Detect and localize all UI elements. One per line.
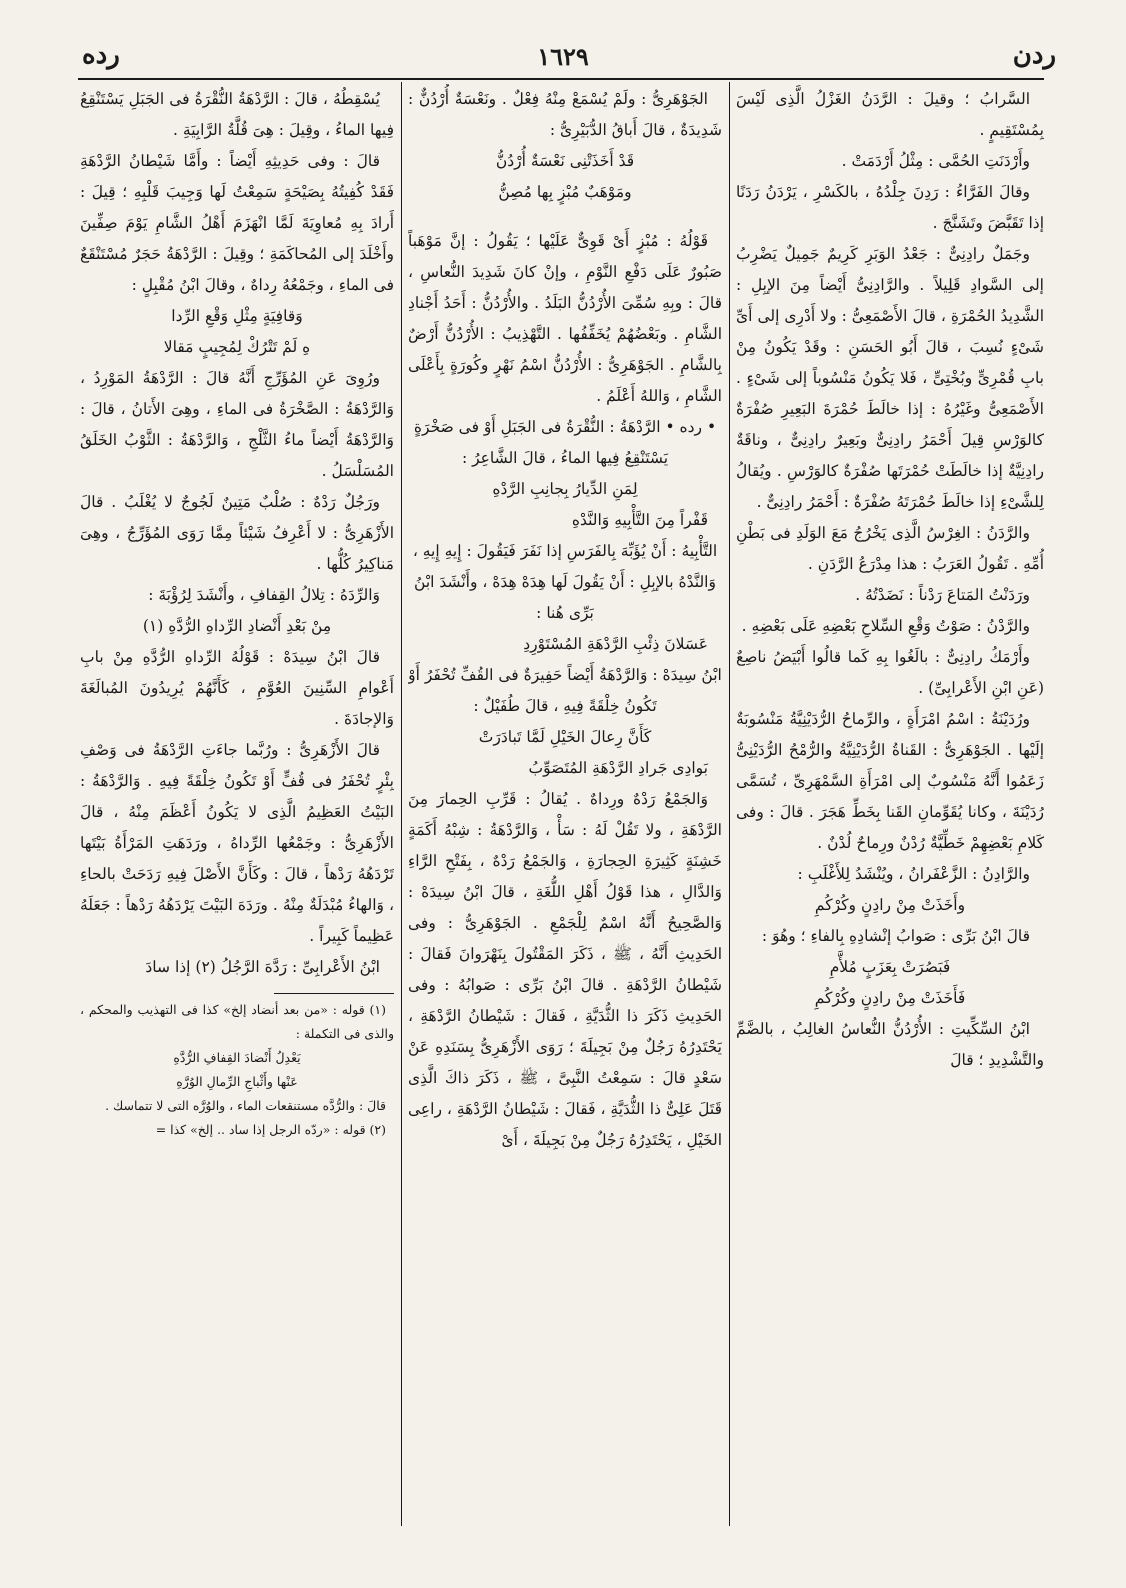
paragraph: قَوْلُهُ : مُبْزٍ أَىْ قَوِىٌّ عَلَيْها ؛ يَقُولُ : إنَّ مَوْهَباً صَبُورٌ عَلَى دَفْعِ النَّوْمِ ، وإنْ كانَ شَدِيدَ النُّعاسِ ، قالَ : وبِهِ سُمِّىَ الأُرْدُنُّ البَلَدُ . والأُرْدُنُّ : أَحَدُ أَجْنادِ الشَّامِ . وبَعْضُهُمْ يُخَفِّفُها . التَّهْذِيبُ : الأُرْدُنُّ أَرْضٌ بِالشَّامِ . الجَوْهَرِىُّ : الأُرْدُنُّ اسْمُ نَهْرٍ وكُورَةٍ بِأَعْلَى الشَّامِ ، وَاللهُ أَعْلَمُ .	[408, 232, 722, 405]
paragraph: وَالرِّدَهُ : تِلالُ القِفافِ ، وأَنْشَدَ لِرُؤْبَةَ :	[148, 586, 380, 604]
paragraph: ابْنُ السِّكِّيتِ : الأُرْدُنُّ النُّعاسُ الغالِبُ ، بالضَّمِّ والتَّشْدِيدِ ؛ قالَ	[736, 1020, 1044, 1069]
paragraph: ورَدَنْتُ المَتاعَ رَدْناً : نَضَدْتُهُ .	[855, 586, 1030, 604]
paragraph: ورُوِىَ عَنِ المُؤَرِّجِ أَنَّهُ قالَ : الرَّدْهَةُ المَوْرِدُ ، وَالرَّدْهَةُ : الصَّخْرَةُ فى الماءِ ، وهِىَ الأَتانُ ، قالَ : وَالرَّدْهَةُ أَيْضاً ماءُ الثَّلْجِ ، وَالرَّدْهَةُ : الثَّوْبُ الخَلَقُ المُسَلْسَلُ .	[80, 369, 394, 480]
paragraph: قالَ الأَزْهَرِىُّ : ورُبَّما جاءَتِ الرَّدْهَةُ فى وَصْفِ بِئْرٍ تُحْفَرُ فى قُفٍّ أَوْ تَكُونُ خِلْقَةً فِيهِ . وَالرَّدْهَةُ : البَيْتُ العَظِيمُ الَّذِى لا يَكُونُ أَعْظَمَ مِنْهُ ، قالَ الأَزْهَرِىُّ : وجَمْعُها الرِّداهُ ، ورَدَهَتِ المَرْأَةُ بَيْتَها تَرْدَهُهُ رَدْهاً ، قالَ : وكَأَنَّ الأَصْلَ فِيهِ رَدَحَتْ بالحاءِ ، وَالهاءُ مُبْدَلَةٌ مِنْهُ . ورَدَهَ البَيْتَ يَرْدَهُهُ رَدْهاً : جَعَلَهُ عَظِيماً كَبِيراً .	[80, 741, 394, 945]
footnote: (٢) قوله : «ردّه الرجل إذا ساد .. إلخ» كذا =	[155, 1122, 386, 1137]
footnote: يَعْدِلُ أَنْضادَ القِفافِ الرُّدَّهِ	[173, 1050, 301, 1065]
column-divider	[729, 82, 730, 1526]
column-left	[80, 84, 394, 1524]
paragraph: والرَّدْنُ : صَوْتُ وَقْعِ السِّلاحِ بَعْضِهِ عَلَى بَعْضِهِ .	[741, 617, 1030, 635]
column-right	[736, 84, 1044, 1524]
paragraph: وقالَ الفَرَّاءُ : رَدِنَ جِلْدُهُ ، بالكَسْرِ ، يَرْدَنُ رَدَنًا إذا تَقَبَّضَ وتَشَنَّجَ .	[736, 183, 1044, 232]
paragraph: والرَّادِنُ : الزَّعْفَرانُ ، ويُنْشَدُ لِلأَغْلَبِ :	[797, 865, 1030, 883]
column-middle	[408, 84, 722, 1524]
footnote: عَنْها وأَثْباجِ الرِّمالِ الوُرَّهِ	[176, 1074, 298, 1089]
verse-line: التَّأْبِيهُ : أَنْ يُؤَبِّهَ بِالفَرَسِ إذا نَفَرَ فَيَقُولَ : إِيهِ إِيهِ ، وَالنَّدْهُ بالإبِلِ : أَنْ يَقُولَ لَها هِدَهْ هِدَهْ ، وأَنْشَدَ ابْنُ بَرِّى هُنا :	[412, 542, 718, 622]
verse-line: مِنْ بَعْدِ أَنْضادِ الرِّداهِ الرُّدَّهِ (١)	[142, 617, 332, 635]
paragraph: قالَ ابْنُ سِيدَهْ : قَوْلُهُ الرِّداهِ الرُّدَّهِ مِنْ بابِ أَعْوامِ السِّنِينَ العُوَّمِ ، كَأَنَّهُمْ يُرِيدُونَ المُبالَغَةَ وَالإجادَةَ .	[80, 648, 394, 728]
paragraph: الجَوْهَرِىُّ : ولَمْ يُسْمَعْ مِنْهُ فِعْلٌ . ونَعْسَةٌ أُرْدُنٌّ : شَدِيدَةٌ ، قالَ أَباقُ الدُّبَيْرِىُّ :	[408, 90, 722, 139]
verse-line: كَأَنَّ رِعالَ الخَيْلِ لَمَّا تَبادَرَتْ	[478, 728, 652, 746]
footnote-rule	[274, 993, 394, 994]
paragraph: السَّرابُ ؛ وقيلَ : الرَّدَنُ الغَزْلُ الَّذِى لَيْسَ بِمُسْتَقِيمٍ .	[736, 90, 1044, 139]
verse-line: وَقافِيَةٍ مِثْلِ وَقْعِ الرِّدا	[171, 307, 303, 325]
verse-line: فَأَخَذَتْ مِنْ رادِنٍ وكُرْكُمِ	[814, 989, 966, 1007]
paragraph: قَفْراً مِنَ التَّأْبِيهِ وَالنَّدْهِ	[571, 511, 708, 529]
paragraph: والرَّدَنُ : الغِرْسُ الَّذِى يَخْرُجُ مَعَ الوَلَدِ فى بَطْنِ أُمِّهِ . تَقُولُ العَرَبُ : هذا مِدْرَعُ الرَّدَنِ .	[736, 524, 1044, 573]
header-right-word: ردن	[1012, 40, 1056, 70]
paragraph: ابْنُ الأَعْرابِىِّ : رَدَّهَ الرَّجُلُ (٢) إذا سادَ	[145, 958, 380, 976]
header-rule	[78, 78, 1044, 80]
paragraph: وأَرْدَنَتِ الحُمَّى : مِثْلُ أَرْدَمَتْ .	[841, 152, 1030, 170]
paragraph: وَالجَمْعُ رَدْهٌ ورِداهٌ . يُقالُ : قَرِّبِ الحِمارَ مِنَ الرَّدْهَةِ ، ولا تَقُلْ لَهُ : سَأْ ، وَالرَّدْهَةُ : شِبْهُ أَكَمَةٍ خَشِنَةٍ كَثِيرَةِ الحِجارَةِ ، وَالجَمْعُ رَدْهٌ ، بِفَتْحِ الرَّاءِ وَالدَّالِ ، هذا قَوْلُ أَهْلِ اللُّغَةِ ، قالَ ابْنُ سِيدَهْ : وَالصَّحِيحُ أَنَّهُ اسْمٌ لِلْجَمْعِ . الجَوْهَرِىُّ : وفى الحَدِيثِ أَنَّهُ ، ﷺ ، ذَكَرَ المَقْتُولَ بِنَهْرَوانَ فَقالَ : شَيْطانُ الرَّدْهَةِ . قالَ ابْنُ بَرِّى : صَوابُهُ : وفى الحَدِيثِ ذَكَرَ ذا الثُّدَيَّةِ ، فَقالَ : شَيْطانُ الرَّدْهَةِ ، يَحْتَدِرُهُ رَجُلٌ مِنْ بَجِيلَةَ ؛ رَوَى الأَزْهَرِىُّ بِسَنَدِهِ عَنْ سَعْدٍ قالَ : سَمِعْتُ النَّبِىَّ ، ﷺ ، ذَكَرَ ذاكَ الَّذِى قَتَلَ عَلِىٌّ ذا الثُّدَيَّةِ ، فَقالَ : شَيْطانُ الرَّدْهَةِ ، راعِى الخَيْلِ ، يَحْتَدِرُهُ رَجُلٌ مِنْ بَجِيلَةَ ، أَىْ	[408, 790, 722, 1149]
header-left-word: رده	[82, 40, 120, 70]
paragraph: عَسَلانَ ذِئْبِ الرَّدْهَةِ المُسْتَوْرِدِ	[523, 635, 708, 653]
paragraph: ورُدَيْنَةُ : اسْمُ امْرَأَةٍ ، والرِّماحُ الرُّدَيْنِيَّةُ مَنْسُوبَةٌ إلَيْها . الجَوْهَرِىُّ : القَناةُ الرُّدَيْنِيَّةُ والرُّمْحُ الرُّدَيْنِىُّ زَعَمُوا أَنَّهُ مَنْسُوبٌ إلى امْرَأَةِ السَّمْهَرِىِّ ، تُسَمَّى رُدَيْنَةَ ، وكانا يُقَوِّمانِ القَنا بِخَطِّ هَجَرَ . قالَ : وفى كَلامِ بَعْضِهِمْ خَطِّيَّةٌ رُدْنٌ ورِماحٌ لُدْنٌ .	[736, 710, 1044, 852]
verse-line: وأَخَذَتْ مِنْ رادِنٍ وكُرْكُمِ	[814, 896, 966, 914]
paragraph: قالَ ابْنُ بَرِّى : صَوابُ إنْشادِهِ بِالفاءِ ؛ وهُوَ :	[761, 927, 1030, 945]
verse-line: ومَوْهَبٌ مُبْزٍ بِها مُصِنُّ	[498, 183, 632, 201]
verse-line: • رده • الرَّدْهَةُ : النُّقْرَةُ فى الجَبَلِ أَوْ فى صَخْرَةٍ يَسْتَنْقِعُ فِيها الماءُ ، قالَ الشَّاعِرُ :	[413, 418, 717, 467]
verse-line: لِمَنِ الدِّيارُ بِجانِبِ الرَّدْهِ	[492, 480, 638, 498]
paragraph: بَوادِى جَرادِ الرَّدْهَةِ المُتَصَوِّبُ	[528, 759, 708, 777]
paragraph: وأَرْمَكُ رادِنِىٌّ : بالَغُوا بِهِ كَما قالُوا أَبْيَضُ ناصِعٌ (عَنِ ابْنِ الأَعْرابِىِّ) .	[736, 648, 1044, 697]
paragraph: قالَ : وفى حَدِيثِهِ أَيْضاً : وأَمَّا شَيْطانُ الرَّدْهَةِ فَقَدْ كُفِيتُهُ بِصَيْحَةٍ سَمِعْتُ لَها وَجِيبَ قَلْبِهِ ؛ قِيلَ : أَرادَ بِهِ مُعاوِيَةَ لَمَّا انْهَزَمَ أَهْلُ الشَّامِ يَوْمَ صِفِّينَ وأَخْلَدَ إلى المُحاكَمَةِ ؛ وقِيلَ : الرَّدْهَةُ حَجَرٌ مُسْتَنْقَعٌ فى الماءِ ، وجَمْعُهُ رِداهٌ ، وقالَ ابْنُ مُقْبِلٍ :	[80, 152, 394, 294]
verse-line: ابْنُ سِيدَهْ : وَالرَّدْهَةُ أَيْضاً حَفِيرَةٌ فى القُفِّ تُحْفَرُ أَوْ تَكُونُ خِلْقَةً فِيهِ ، قالَ طُفَيْلٌ :	[408, 666, 722, 715]
paragraph: وجَمَلٌ رادِنِىٌّ : جَعْدُ الوَبَرِ كَرِيمٌ جَمِيلٌ يَضْرِبُ إلى السَّوادِ قَلِيلاً . والرَّادِنِىُّ أَيْضاً مِنَ الإبِلِ : الشَّدِيدُ الحُمْرَةِ ، قالَ الأَصْمَعِىُّ : ولا أَدْرِى إلى أَىِّ شَىْءٍ نُسِبَ ، قالَ أَبُو الحَسَنِ : وقَدْ يَكُونُ مِنْ بابِ قُمْرِىٍّ وبُخْتِىٍّ ، فَلا يَكُونُ مَنْسُوباً إلى شَىْءٍ . الأَصْمَعِىُّ وغَيْرُهُ : إذا خالَطَ حُمْرَةَ البَعِيرِ صُفْرَةٌ كالوَرْسِ قِيلَ أَحْمَرُ رادِنِىٌّ وبَعِيرٌ رادِنِىٌّ ، وناقَةٌ رادِنِيَّةٌ إذا خالَطَتْ حُمْرَتَها صُفْرَةٌ كالوَرْسِ . ويُقالُ لِلشَّىْءِ إذا خالَطَ حُمْرَتَهُ صُفْرَةٌ : أَحْمَرُ رادِنِىٌّ .	[736, 245, 1044, 511]
verse-line: فَبَصُرَتْ بِعَزَبٍ مُلأَّمِ	[829, 958, 951, 976]
footnote: (١) قوله : «من بعد أنضاد إلخ» كذا فى التهذيب والمحكم ، والذى فى التكملة :	[80, 1002, 394, 1041]
verse-line: قَدْ أَخَذَتْنِى نَعْسَةٌ أُرْدُنُّ	[495, 152, 635, 170]
footnote: قالَ : والرُّدَّه مستنقعات الماء ، والوُرَّه التى لا تتماسك .	[105, 1098, 386, 1113]
page-number: ١٦٢٩	[537, 42, 589, 71]
column-divider	[401, 82, 402, 1526]
verse-line: هِ لَمْ تَتْرُكْ لِمُجِيبٍ مَقالا	[163, 338, 311, 356]
paragraph: ورَجُلٌ رَدْهٌ : صُلْبٌ مَتِينٌ لَجُوجٌ لا يُغْلَبُ . قالَ الأَزْهَرِىُّ : لا أَعْرِفُ شَيْئاً مِمَّا رَوَى المُؤَرِّجُ ، وهِىَ مَناكِيرُ كُلُّها .	[80, 493, 394, 573]
paragraph: يُسْقِطُهُ ، قالَ : الرَّدْهَةُ النُّقْرَةُ فى الجَبَلِ يَسْتَنْقِعُ فِيها الماءُ ، وقِيلَ : هِىَ قُلَّةُ الرَّابِيَةِ .	[80, 90, 394, 139]
